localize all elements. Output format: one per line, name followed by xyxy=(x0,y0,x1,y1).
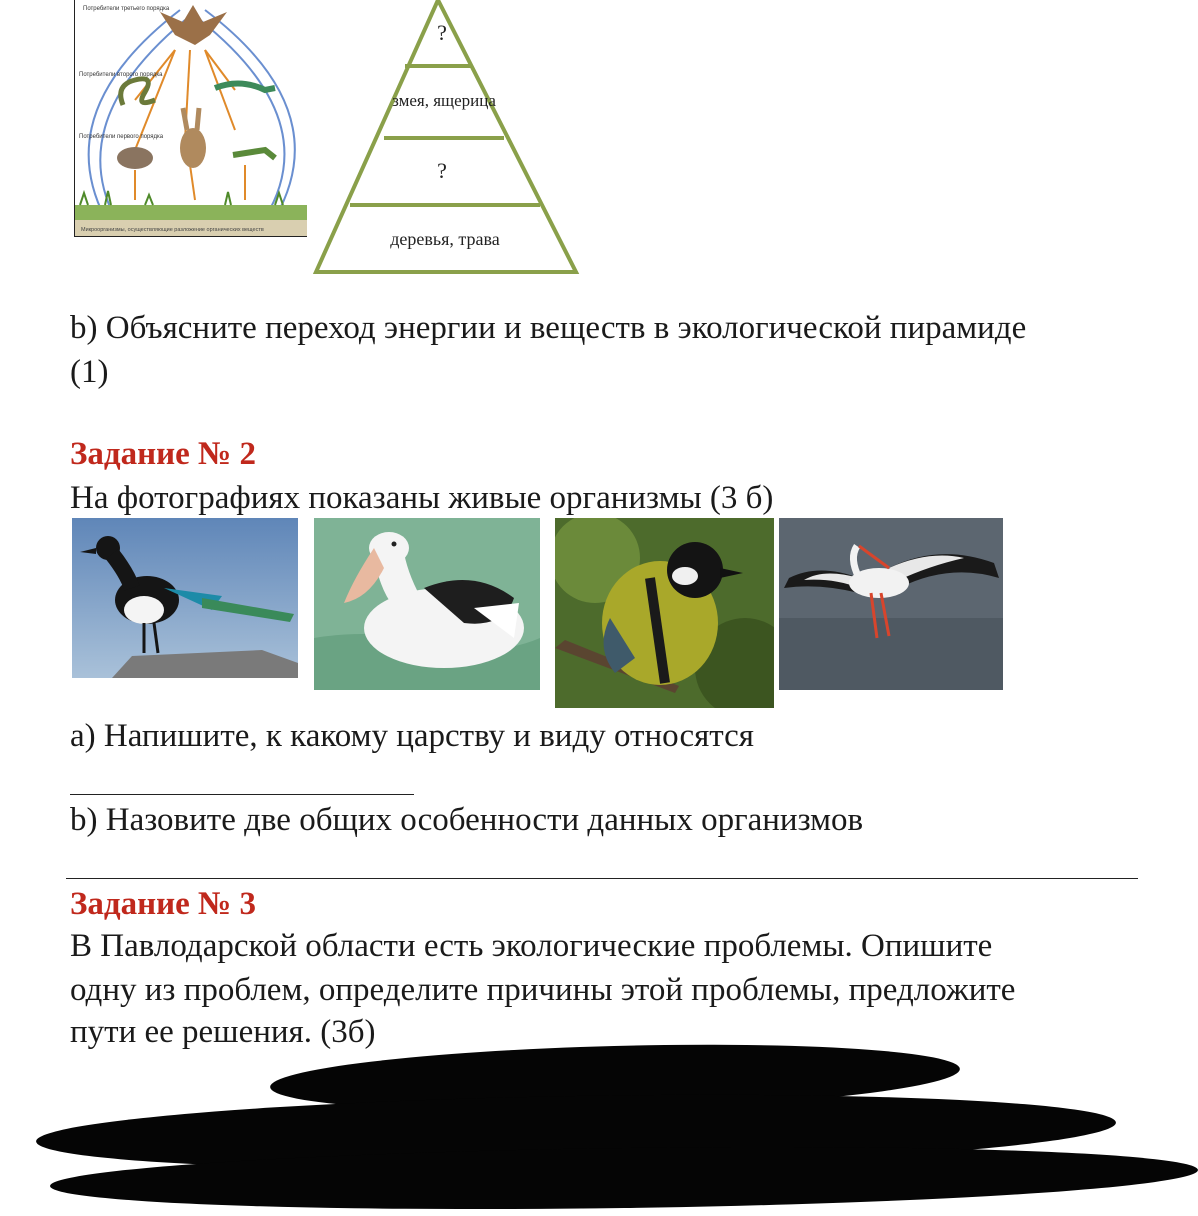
task2-answer-line-b[interactable] xyxy=(66,878,1138,879)
food-web-label-primary: Потребители первого порядка xyxy=(79,134,164,140)
task3-line-1: В Павлодарской области есть экологические проблемы. Опишите xyxy=(70,928,993,964)
task2-answer-line-a[interactable] xyxy=(70,794,414,795)
pyramid-level-secondary: змея, ящерица xyxy=(392,91,496,110)
svg-text:Микроорганизмы, осуществляющие xyxy=(81,227,264,233)
svg-text:Потребители первого порядка xyxy=(79,134,164,140)
task1-question-b: b) Объясните переход энергии и веществ в экологической пирамиде xyxy=(70,310,1027,346)
redacted-heading-fragment xyxy=(68,1104,98,1124)
pyramid-level-producers: деревья, трава xyxy=(390,229,500,249)
task2-heading: Задание № 2 xyxy=(70,436,256,472)
food-web-diagram xyxy=(74,0,307,237)
photo-magpie xyxy=(72,518,298,678)
svg-text:Потребители третьего порядка xyxy=(83,6,170,12)
task2-intro: На фотографиях показаны живые организмы (3 б) xyxy=(70,480,774,516)
task2-question-a: а) Напишите, к какому царству и виду относятся xyxy=(70,718,754,754)
photo-stork xyxy=(779,518,1003,690)
task3-line-2: одну из проблем, определите причины этой проблемы, предложите xyxy=(70,972,1016,1008)
food-web-label-tertiary: Потребители третьего порядка xyxy=(83,6,170,12)
svg-text:Потребители второго порядка xyxy=(79,72,163,78)
food-web-label-secondary: Потребители второго порядка xyxy=(79,72,163,78)
task2-question-b: b) Назовите две общих особенности данных организмов xyxy=(70,802,864,838)
food-web-caption: Микроорганизмы, осуществляющие разложение органических веществ xyxy=(81,227,264,233)
pyramid-level-primary: ? xyxy=(437,158,447,183)
photo-pelican xyxy=(314,518,540,690)
ecological-pyramid xyxy=(312,0,580,280)
task1-points-b: (1) xyxy=(70,354,109,390)
task3-heading: Задание № 3 xyxy=(70,886,256,922)
photo-great-tit xyxy=(555,518,774,708)
pyramid-level-top: ? xyxy=(437,20,447,45)
task3-line-3: пути ее решения. (3б) xyxy=(70,1014,376,1050)
